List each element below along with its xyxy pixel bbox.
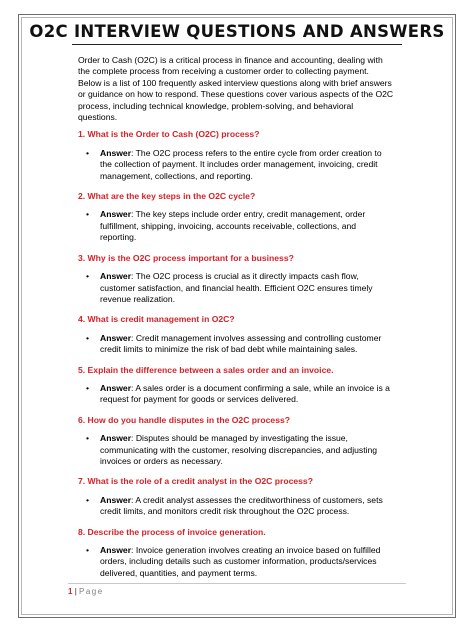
answer-label: Answer [100, 332, 132, 343]
answer-7 [86, 494, 394, 518]
answer-5 [86, 382, 394, 406]
answer-text: : A credit analyst assesses the creditworthiness of customers, sets credit limits, and monitors credit risk throughout the O2C process. [100, 494, 383, 517]
bullet-icon: • [86, 494, 90, 505]
page-word: Page [79, 587, 104, 596]
answer-label: Answer [100, 545, 132, 555]
answer-label: Answer [100, 271, 132, 282]
question-4: 4. What is credit management in O2C? [78, 314, 235, 325]
footer-separator: | [74, 587, 77, 596]
footer-divider [68, 583, 406, 584]
answer-3 [86, 271, 394, 305]
question-7: 7. What is the role of a credit analyst in the O2C process? [78, 476, 313, 487]
answer-text: : Invoice generation involves creating an invoice based on fulfilled orders, including details such as customer information, products/services delivered, quantities, and payment terms. [100, 545, 381, 578]
answer-4 [86, 332, 394, 356]
question-2: 2. What are the key steps in the O2C cycle? [78, 191, 256, 202]
question-5: 5. Explain the difference between a sales order and an invoice. [78, 364, 334, 375]
bullet-icon: • [86, 545, 90, 555]
bullet-icon: • [86, 209, 90, 220]
intro-paragraph: Order to Cash (O2C) is a critical process in finance and accounting, dealing with the complete process from receiving a customer order to collecting payment. Below is a list of 100 frequently asked interview questions along with brief answers or guidance on how to respond. These questions cover various aspects of the O2C process, including technical knowledge, problem-solving, and behavioral questions. [78, 55, 394, 123]
page-footer [68, 587, 104, 596]
answer-text: : The key steps include order entry, credit management, order fulfillment, shipping, invoicing, accounts receivable, collections, and reporting. [100, 209, 366, 243]
bullet-icon: • [86, 433, 90, 444]
answer-6 [86, 433, 394, 467]
question-1: 1. What is the Order to Cash (O2C) process? [78, 129, 260, 140]
bullet-icon: • [86, 382, 90, 393]
answer-text: : The O2C process is crucial as it directly impacts cash flow, customer satisfaction, and financial health. Efficient O2C ensures timely revenue realization. [100, 271, 373, 304]
answer-label: Answer [100, 209, 132, 220]
answer-8 [86, 545, 394, 579]
document-body [78, 55, 394, 588]
question-3: 3. Why is the O2C process important for a business? [78, 252, 294, 263]
answer-text: : A sales order is a document confirming a sale, while an invoice is a request for payment for goods or services delivered. [100, 382, 390, 405]
answer-label: Answer [100, 147, 132, 158]
answer-text: : Credit management involves assessing and controlling customer credit limits to minimize the risk of bad debt while maintaining sales. [100, 332, 382, 355]
question-6: 6. How do you handle disputes in the O2C process? [78, 414, 291, 425]
question-8: 8. Describe the process of invoice generation. [78, 526, 266, 537]
page-title: O2C INTERVIEW QUESTIONS AND ANSWERS [29, 22, 445, 41]
answer-text: : The O2C process refers to the entire cycle from order creation to the collection of payment. It includes order management, invoicing, credit management, collections, and reporting. [100, 147, 382, 181]
answer-label: Answer [100, 382, 132, 393]
bullet-icon: • [86, 332, 90, 343]
answer-1 [86, 147, 394, 182]
answer-label: Answer [100, 433, 132, 444]
answer-2 [86, 209, 394, 243]
bullet-icon: • [86, 147, 90, 158]
page-number: 1 [68, 587, 73, 596]
bullet-icon: • [86, 271, 90, 282]
answer-text: : Disputes should be managed by investigating the issue, communicating with the customer, resolving discrepancies, and adjusting invoices or orders as necessary. [100, 433, 378, 466]
answer-label: Answer [100, 494, 132, 505]
title-underline [72, 44, 402, 45]
